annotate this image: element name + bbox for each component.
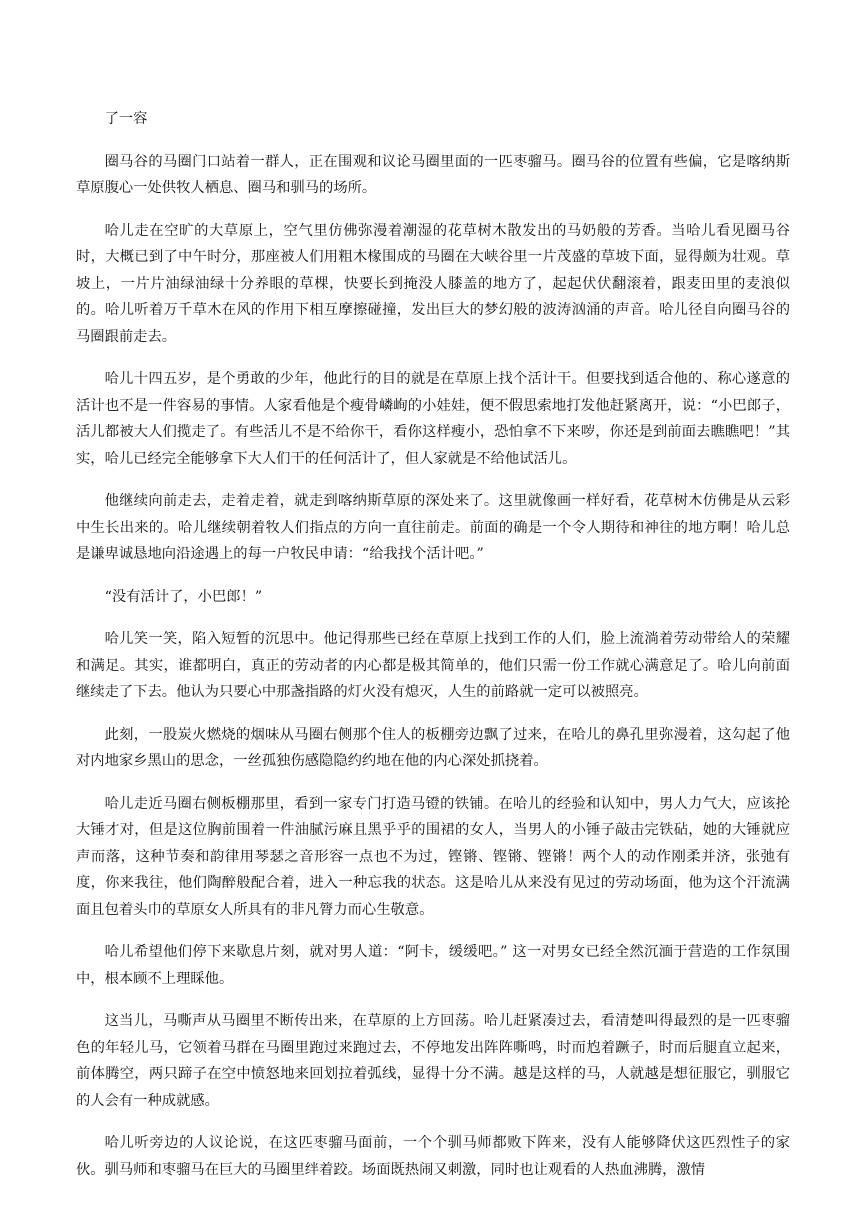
paragraph: 圈马谷的马圈门口站着一群人，正在围观和议论马圈里面的一匹枣骝马。圈马谷的位置有些偏，它是喀纳斯草原腹心一处供牧人栖息、圈马和驯马的场所。 xyxy=(76,153,790,196)
dialogue-line: “没有活计了，小巴郎！” xyxy=(104,588,263,605)
document-page xyxy=(76,106,790,1199)
paragraph: 他继续向前走去，走着走着，就走到喀纳斯草原的深处来了。这里就像画一样好看，花草树木仿佛是从云彩中生长出来的。哈儿继续朝着牧人们指点的方向一直往前走。前面的确是一个令人期待和神往的地方啊！哈儿总是谦卑诚恳地向沿途遇上的每一户牧民申请：“给我找个活计吧。” xyxy=(76,493,790,562)
paragraph: 哈儿听旁边的人议论说，在这匹枣骝马面前，一个个驯马师都败下阵来，没有人能够降伏这匹烈性子的家伙。驯马师和枣骝马在巨大的马圈里绊着跤。场面既热闹又刺激，同时也让观看的人热血沸腾，激情 xyxy=(76,1135,790,1178)
paragraph: 哈儿走近马圈右侧板棚那里，看到一家专门打造马镫的铁铺。在哈儿的经验和认知中，男人力气大，应该抡大锤才对，但是这位胸前围着一件油腻污麻且黑乎乎的围裙的女人，当男人的小锤子敲击完铁砧，她的大锤就应声而落，这种节奏和韵律用琴瑟之音形容一点也不为过，铿锵、铿锵、铿锵！两个人的动作刚柔并济，张弛有度，你来我往，他们陶醉般配合着，进入一种忘我的状态。这是哈儿从来没有见过的劳动场面，他为这个汗流满面且包着头巾的草原女人所具有的非凡膂力而心生敬意。 xyxy=(76,795,790,918)
paragraph: 此刻，一股炭火燃烧的烟味从马圈右侧那个住人的板棚旁边飘了过来，在哈儿的鼻孔里弥漫着，这勾起了他对内地家乡黑山的思念，一丝孤独伤感隐隐约约地在他的内心深处抓挠着。 xyxy=(76,726,790,769)
paragraph: 哈儿十四五岁，是个勇敢的少年，他此行的目的就是在草原上找个活计干。但要找到适合他的、称心遂意的活计也不是一件容易的事情。人家看他是个瘦骨嶙峋的小娃娃，便不假思索地打发他赶紧离开，说：“小巴郎子，活儿都被大人们揽走了。有些活儿不是不给你干，看你这样瘦小，恐怕拿不下来哕，你还是到前面去瞧瞧吧！”其实，哈儿已经完全能够拿下大人们干的任何活计了，但人家就是不给他试活儿。 xyxy=(76,371,790,467)
author-line: 了一容 xyxy=(104,111,148,127)
paragraph: 哈儿希望他们停下来歇息片刻，就对男人道：“阿卡，缓缓吧。” 这一对男女已经全然沉湎于营造的工作氛围中，根本顾不上理睬他。 xyxy=(76,944,790,987)
paragraph: 哈儿走在空旷的大草原上，空气里仿佛弥漫着潮湿的花草树木散发出的马奶般的芳香。当哈儿看见圈马谷时，大概已到了中午时分，那座被人们用粗木椽围成的马圈在大峡谷里一片茂盛的草坡下面，显得颇为壮观。草坡上，一片片油绿油绿十分养眼的草棵，快要长到掩没人膝盖的地方了，起起伏伏翻滚着，跟麦田里的麦浪似的。哈儿听着万千草木在风的作用下相互摩擦碰撞，发出巨大的梦幻般的波涛汹涌的声音。哈儿径自向圈马谷的马圈跟前走去。 xyxy=(76,222,790,345)
paragraph: 哈儿笑一笑，陷入短暂的沉思中。他记得那些已经在草原上找到工作的人们，脸上流淌着劳动带给人的荣耀和满足。其实，谁都明白，真正的劳动者的内心都是极其简单的，他们只需一份工作就心满意足了。哈儿向前面继续走了下去。他认为只要心中那盏指路的灯火没有熄灭，人生的前路就一定可以被照亮。 xyxy=(76,631,790,700)
paragraph: 这当儿，马嘶声从马圈里不断传出来，在草原的上方回荡。哈儿赶紧凑过去，看清楚叫得最烈的是一匹枣骝色的年轻儿马，它领着马群在马圈里跑过来跑过去，不停地发出阵阵嘶鸣，时而尥着蹶子，时而后腿直立起来，前体腾空，两只蹄子在空中愤怒地来回划拉着弧线，显得十分不满。越是这样的马，人就越是想征服它，驯服它的人会有一种成就感。 xyxy=(76,1013,790,1109)
